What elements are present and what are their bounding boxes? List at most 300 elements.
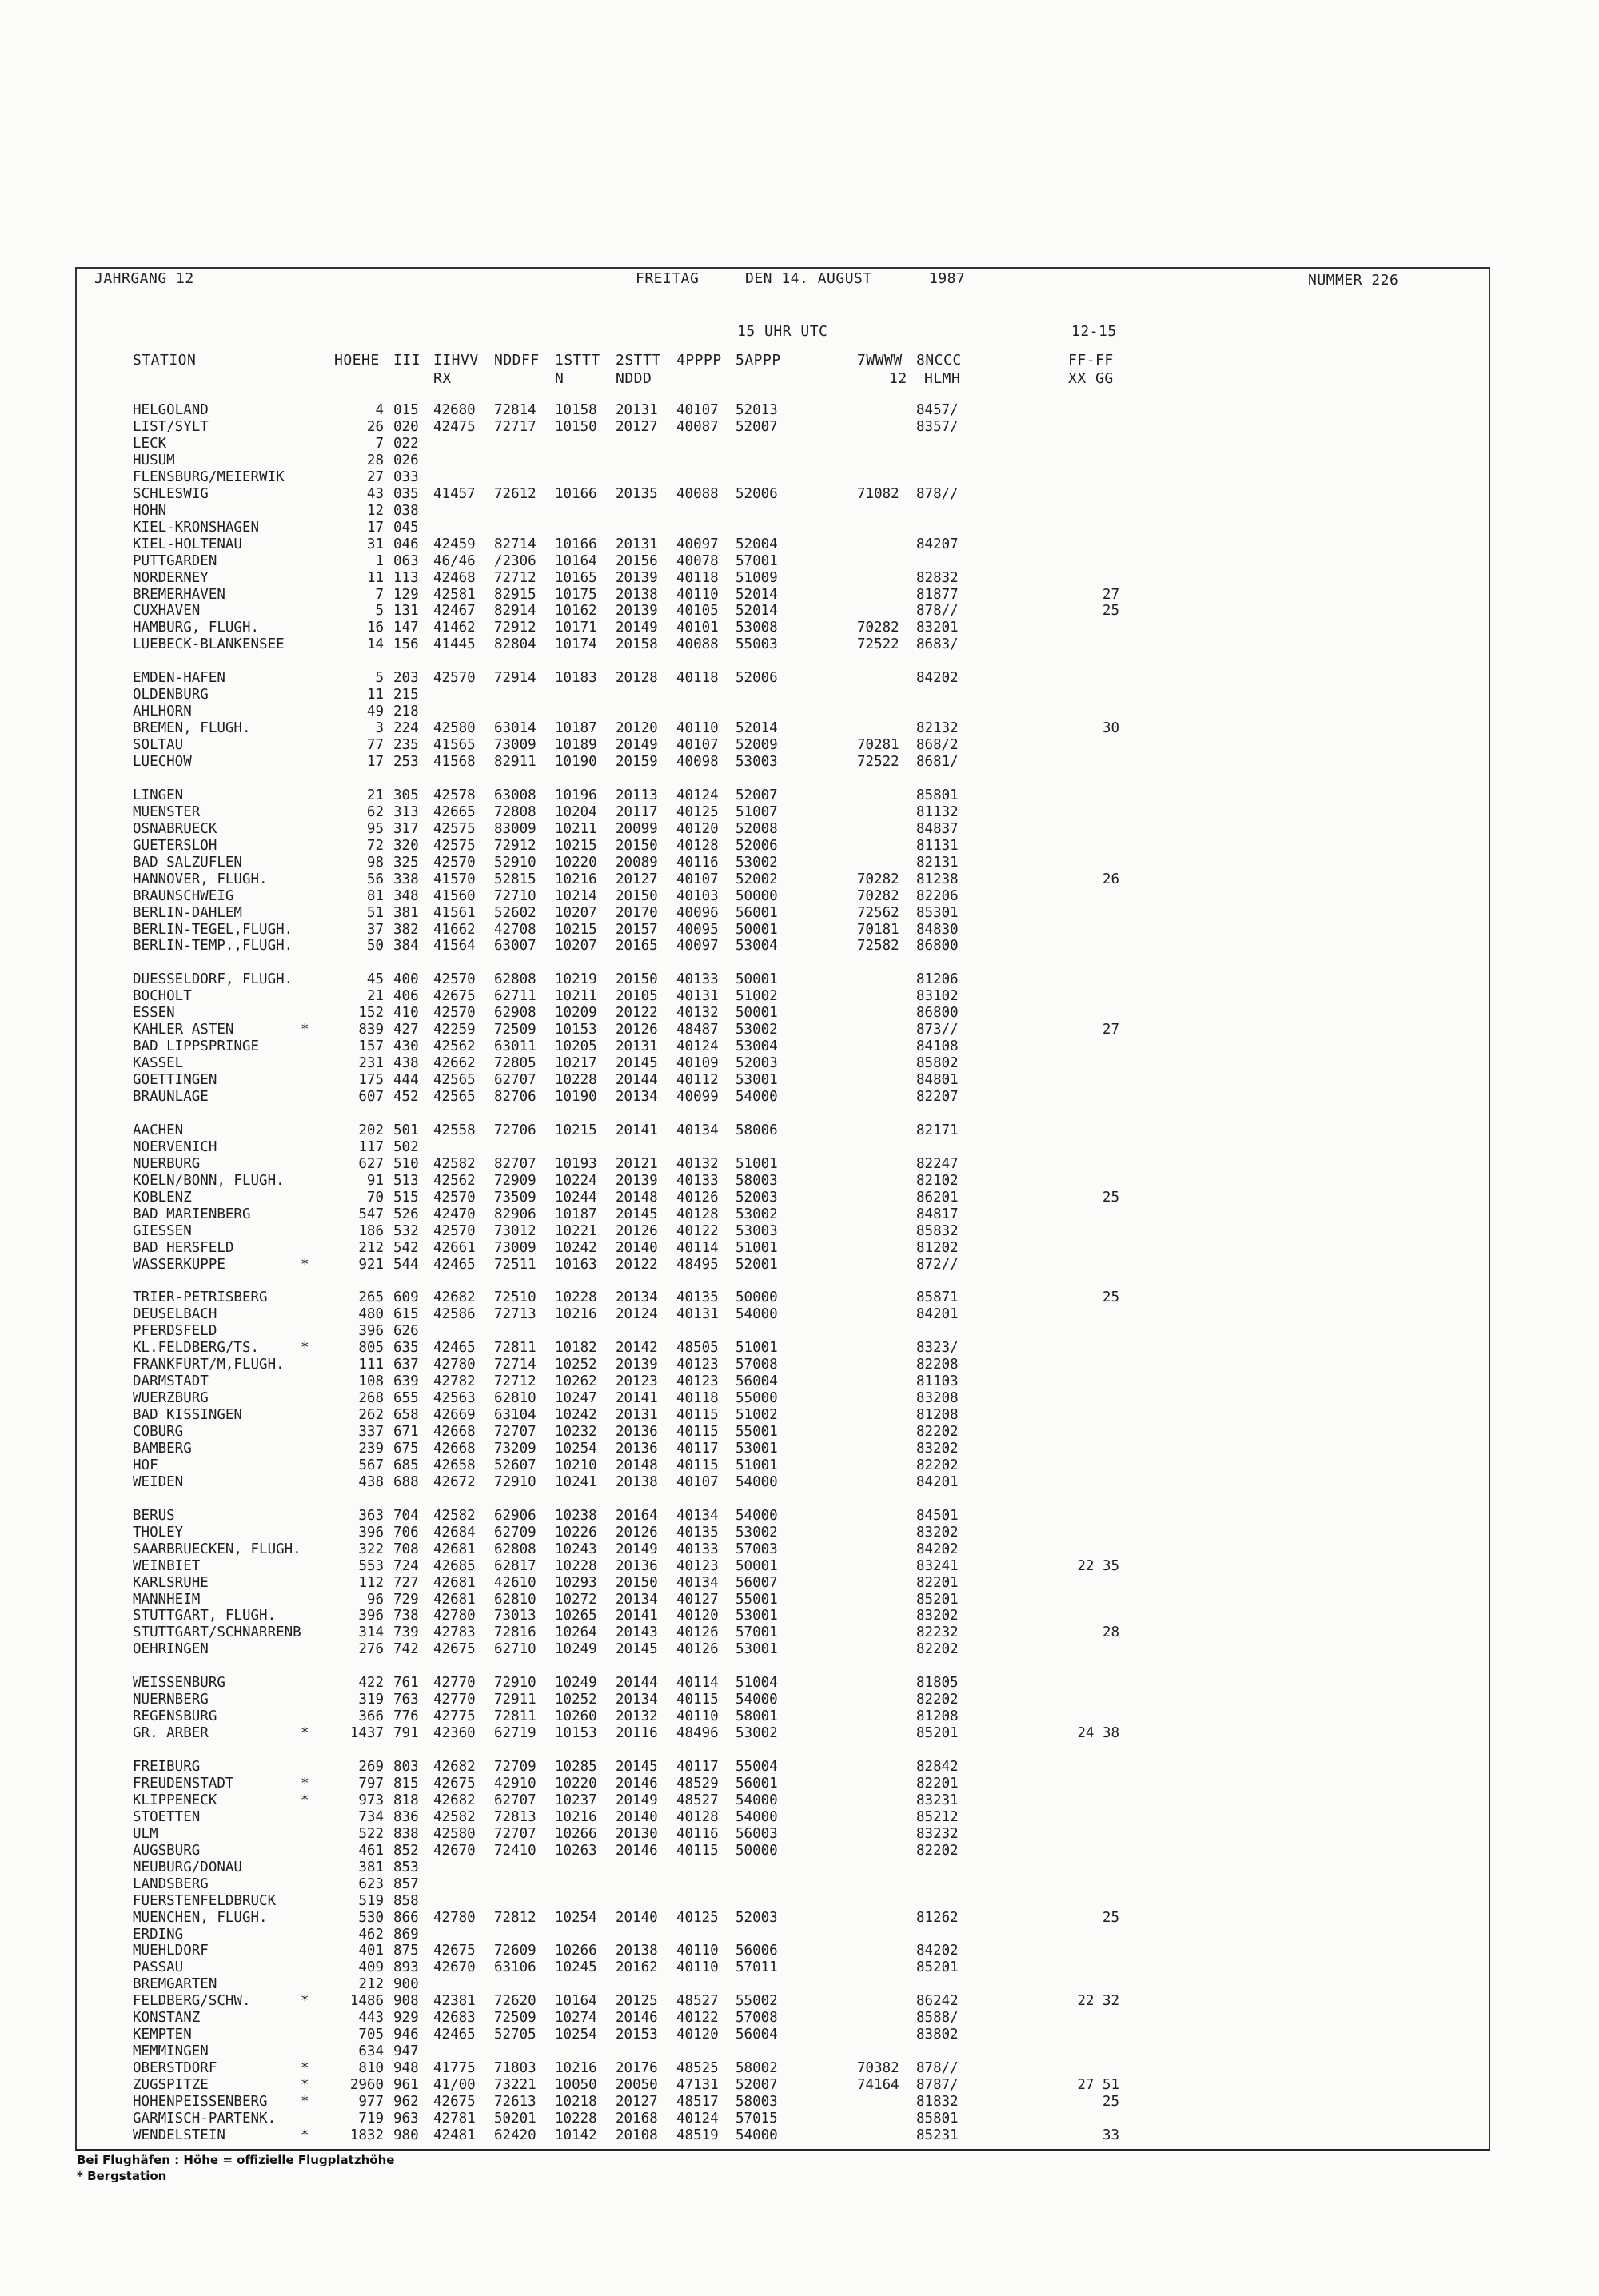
station-id: 542: [393, 1239, 419, 1256]
group-1sttt: 10165: [555, 569, 597, 586]
group-iihvv: 42575: [433, 837, 476, 854]
station-name: MANNHEIM: [133, 1591, 201, 1608]
group-2sttt: 20126: [616, 1524, 658, 1541]
station-name: KIEL-KRONSHAGEN: [133, 519, 260, 536]
group-8nccc: 84202: [916, 670, 959, 687]
group-nddff: 52602: [494, 904, 536, 921]
station-name: LUEBECK-BLANKENSEE: [133, 636, 285, 653]
group-nddff: 71803: [494, 2060, 536, 2076]
station-id: 063: [393, 552, 419, 569]
station-height: 43: [366, 485, 384, 502]
weekday: FREITAG: [636, 270, 700, 287]
station-height: 337: [358, 1424, 384, 1440]
group-nddff: 72812: [494, 1909, 536, 1926]
group-4pppp: 40124: [676, 787, 719, 803]
station-name: SAARBRUECKEN, FLUGH.: [133, 1541, 301, 1557]
group-8nccc: 83241: [916, 1557, 959, 1574]
date: DEN 14. AUGUST: [745, 270, 872, 287]
group-5appp: 52003: [736, 1909, 778, 1926]
group-1sttt: 10266: [555, 1943, 597, 1959]
group-2sttt: 20140: [616, 1239, 658, 1256]
group-5appp: 55001: [736, 1591, 778, 1608]
group-nddff: 62707: [494, 1072, 536, 1088]
group-5appp: 57001: [736, 1624, 778, 1641]
station-height: 91: [366, 1172, 384, 1189]
group-8nccc: 85212: [916, 1808, 959, 1825]
station-height: 921: [358, 1256, 384, 1273]
group-nddff: 63011: [494, 1038, 536, 1055]
group-iihvv: 42681: [433, 1574, 476, 1591]
station-name: OLDENBURG: [133, 687, 209, 704]
group-5appp: 58003: [736, 1172, 778, 1189]
station-height: 973: [358, 1792, 384, 1808]
group-nddff: 72914: [494, 670, 536, 687]
group-2sttt: 20148: [616, 1457, 658, 1473]
group-4pppp: 40098: [676, 754, 719, 770]
group-iihvv: 42681: [433, 1541, 476, 1557]
station-height: 70: [366, 1189, 384, 1206]
station-id: 724: [393, 1557, 419, 1574]
station-height: 401: [358, 1943, 384, 1959]
station-id: 857: [393, 1875, 419, 1892]
group-7wwww: 72522: [857, 636, 899, 653]
group-5appp: 52013: [736, 402, 778, 418]
station-height: 51: [366, 904, 384, 921]
group-nddff: 63007: [494, 938, 536, 955]
group-nddff: 72509: [494, 1022, 536, 1038]
station-name: BRAUNSCHWEIG: [133, 887, 234, 904]
group-2sttt: 20122: [616, 1005, 658, 1022]
group-nddff: 82911: [494, 754, 536, 770]
group-1sttt: 10190: [555, 754, 597, 770]
group-5appp: 52014: [736, 586, 778, 603]
group-nddff: 82707: [494, 1155, 536, 1172]
group-nddff: 72707: [494, 1424, 536, 1440]
station-name: ESSEN: [133, 1005, 175, 1022]
group-8nccc: 81206: [916, 971, 959, 988]
group-5appp: 53001: [736, 1072, 778, 1088]
station-id: 131: [393, 603, 419, 620]
col-hoehe: HOEHE: [334, 352, 380, 369]
station-height: 314: [358, 1624, 384, 1641]
group-iihvv: 42670: [433, 1959, 476, 1976]
group-8nccc: 8357/: [916, 419, 959, 435]
group-1sttt: 10262: [555, 1373, 597, 1390]
station-name: OEHRINGEN: [133, 1641, 209, 1658]
station-height: 49: [366, 704, 384, 720]
group-2sttt: 20136: [616, 1440, 658, 1457]
station-id: 033: [393, 468, 419, 485]
group-4pppp: 40133: [676, 971, 719, 988]
group-iihvv: 41462: [433, 620, 476, 636]
station-name: REGENSBURG: [133, 1708, 217, 1725]
group-8nccc: 82232: [916, 1624, 959, 1641]
group-nddff: 83009: [494, 820, 536, 837]
station-height: 1486: [349, 1993, 384, 2010]
group-iihvv: 42668: [433, 1424, 476, 1440]
group-2sttt: 20099: [616, 820, 658, 837]
station-height: 11: [366, 687, 384, 704]
group-iihvv: 42662: [433, 1055, 476, 1072]
station-name: KOBLENZ: [133, 1189, 192, 1206]
station-id: 908: [393, 1993, 419, 2010]
group-2sttt: 20149: [616, 737, 658, 753]
group-iihvv: 42475: [433, 419, 476, 435]
group-5appp: 51001: [736, 1155, 778, 1172]
group-7wwww: 72582: [857, 938, 899, 955]
group-8nccc: 85201: [916, 1591, 959, 1608]
group-4pppp: 40133: [676, 1172, 719, 1189]
group-nddff: 72706: [494, 1122, 536, 1138]
group-iihvv: 41445: [433, 636, 476, 653]
group-4pppp: 40097: [676, 938, 719, 955]
group-1sttt: 10162: [555, 603, 597, 620]
group-8nccc: 84202: [916, 1943, 959, 1959]
group-4pppp: 40120: [676, 2027, 719, 2043]
station-id: 818: [393, 1792, 419, 1808]
group-iihvv: 42581: [433, 586, 476, 603]
station-name: STUTTGART, FLUGH.: [133, 1608, 277, 1624]
station-name: BAD HERSFELD: [133, 1239, 234, 1256]
group-iihvv: 42675: [433, 1775, 476, 1792]
group-1sttt: 10214: [555, 887, 597, 904]
group-5appp: 50001: [736, 921, 778, 938]
group-iihvv: 42578: [433, 787, 476, 803]
group-8nccc: 81832: [916, 2093, 959, 2110]
group-iihvv: 42580: [433, 1825, 476, 1842]
group-iihvv: 42565: [433, 1089, 476, 1105]
group-1sttt: 10216: [555, 1306, 597, 1323]
group-4pppp: 40128: [676, 1808, 719, 1825]
group-4pppp: 40116: [676, 854, 719, 871]
group-5appp: 50001: [736, 1557, 778, 1574]
station-name: BREMEN, FLUGH.: [133, 720, 251, 737]
station-id: 045: [393, 519, 419, 536]
group-4pppp: 40131: [676, 1306, 719, 1323]
group-5appp: 58003: [736, 2093, 778, 2110]
group-nddff: 72709: [494, 1759, 536, 1775]
station-height: 117: [358, 1138, 384, 1155]
group-4pppp: 40114: [676, 1239, 719, 1256]
group-4pppp: 40115: [676, 1407, 719, 1423]
group-iihvv: 41564: [433, 938, 476, 955]
group-nddff: 73009: [494, 737, 536, 753]
station-id: 893: [393, 1959, 419, 1976]
group-nddff: 62906: [494, 1507, 536, 1524]
station-name: EMDEN-HAFEN: [133, 670, 225, 687]
col-5appp: 5APPP: [736, 352, 781, 369]
group-4pppp: 40088: [676, 485, 719, 502]
group-8nccc: 83232: [916, 1825, 959, 1842]
group-5appp: 54000: [736, 1692, 778, 1708]
group-nddff: 82915: [494, 586, 536, 603]
group-1sttt: 10190: [555, 1089, 597, 1105]
group-iihvv: 41/00: [433, 2077, 476, 2093]
station-name: MUEHLDORF: [133, 1943, 209, 1959]
group-5appp: 51001: [736, 1239, 778, 1256]
group-8nccc: 84207: [916, 536, 959, 552]
gust-ff: 28: [1102, 1624, 1119, 1641]
group-2sttt: 20144: [616, 1072, 658, 1088]
station-id: 708: [393, 1541, 419, 1557]
group-1sttt: 10254: [555, 1909, 597, 1926]
group-2sttt: 20165: [616, 938, 658, 955]
group-5appp: 56001: [736, 1775, 778, 1792]
station-id: 532: [393, 1222, 419, 1239]
station-id: 763: [393, 1692, 419, 1708]
group-8nccc: 82202: [916, 1457, 959, 1473]
group-nddff: 52705: [494, 2027, 536, 2043]
group-5appp: 56004: [736, 2027, 778, 2043]
group-nddff: 73209: [494, 1440, 536, 1457]
group-2sttt: 20138: [616, 1473, 658, 1490]
group-2sttt: 20140: [616, 1909, 658, 1926]
group-5appp: 57015: [736, 2110, 778, 2127]
group-8nccc: 81208: [916, 1708, 959, 1725]
station-name: BAMBERG: [133, 1440, 192, 1457]
group-nddff: 72808: [494, 803, 536, 820]
station-height: 212: [358, 1976, 384, 1993]
group-8nccc: 85802: [916, 1055, 959, 1072]
station-id: 626: [393, 1323, 419, 1340]
station-name: FLENSBURG/MEIERWIK: [133, 468, 285, 485]
group-4pppp: 40110: [676, 1959, 719, 1976]
group-5appp: 57003: [736, 1541, 778, 1557]
station-id: 384: [393, 938, 419, 955]
station-height: 98: [366, 854, 384, 871]
group-nddff: 72911: [494, 1692, 536, 1708]
group-4pppp: 40109: [676, 1055, 719, 1072]
group-8nccc: 82131: [916, 854, 959, 871]
group-4pppp: 40124: [676, 2110, 719, 2127]
group-2sttt: 20136: [616, 1424, 658, 1440]
station-height: 231: [358, 1055, 384, 1072]
group-1sttt: 10272: [555, 1591, 597, 1608]
group-iihvv: 42570: [433, 971, 476, 988]
station-id: 452: [393, 1089, 419, 1105]
group-4pppp: 40132: [676, 1155, 719, 1172]
group-4pppp: 40125: [676, 803, 719, 820]
group-4pppp: 48505: [676, 1340, 719, 1357]
group-4pppp: 40107: [676, 737, 719, 753]
group-nddff: 62709: [494, 1524, 536, 1541]
station-height: 530: [358, 1909, 384, 1926]
station-id: 544: [393, 1256, 419, 1273]
station-id: 015: [393, 402, 419, 418]
group-8nccc: 81238: [916, 871, 959, 887]
group-2sttt: 20168: [616, 2110, 658, 2127]
group-8nccc: 83201: [916, 620, 959, 636]
group-1sttt: 10265: [555, 1608, 597, 1624]
station-height: 14: [366, 636, 384, 653]
group-iihvv: 42665: [433, 803, 476, 820]
group-iihvv: 42685: [433, 1557, 476, 1574]
station-id: 020: [393, 419, 419, 435]
station-id: 113: [393, 569, 419, 586]
group-2sttt: 20089: [616, 854, 658, 871]
period: 12-15: [1071, 323, 1117, 340]
group-5appp: 55002: [736, 1993, 778, 2010]
station-height: 5: [375, 670, 384, 687]
group-iihvv: 42668: [433, 1440, 476, 1457]
station-height: 62: [366, 803, 384, 820]
group-5appp: 52014: [736, 720, 778, 737]
group-nddff: 72814: [494, 402, 536, 418]
station-height: 1437: [349, 1725, 384, 1742]
group-1sttt: 10226: [555, 1524, 597, 1541]
group-8nccc: 8588/: [916, 2010, 959, 2027]
group-4pppp: 40128: [676, 837, 719, 854]
group-1sttt: 10241: [555, 1473, 597, 1490]
group-5appp: 52007: [736, 787, 778, 803]
station-name: AACHEN: [133, 1122, 184, 1138]
group-2sttt: 20126: [616, 1022, 658, 1038]
group-nddff: 52815: [494, 871, 536, 887]
station-height: 17: [366, 519, 384, 536]
group-nddff: 62719: [494, 1725, 536, 1742]
jahrgang: JAHRGANG 12: [94, 270, 194, 287]
station-name: STOETTEN: [133, 1808, 201, 1825]
station-height: 26: [366, 419, 384, 435]
group-5appp: 52002: [736, 871, 778, 887]
group-4pppp: 40134: [676, 1507, 719, 1524]
group-7wwww: 71082: [857, 485, 899, 502]
group-iihvv: 42780: [433, 1608, 476, 1624]
group-2sttt: 20156: [616, 552, 658, 569]
station-name: KOELN/BONN, FLUGH.: [133, 1172, 285, 1189]
group-5appp: 51009: [736, 569, 778, 586]
station-id: 348: [393, 887, 419, 904]
group-1sttt: 10260: [555, 1708, 597, 1725]
group-8nccc: 85201: [916, 1959, 959, 1976]
group-7wwww: 70282: [857, 871, 899, 887]
group-2sttt: 20131: [616, 536, 658, 552]
group-2sttt: 20145: [616, 1055, 658, 1072]
group-iihvv: 42580: [433, 720, 476, 737]
group-4pppp: 40128: [676, 1206, 719, 1222]
station-id: 688: [393, 1473, 419, 1490]
col-8nccc: 8NCCC: [916, 352, 962, 369]
group-2sttt: 20135: [616, 485, 658, 502]
station-height: 239: [358, 1440, 384, 1457]
station-id: 317: [393, 820, 419, 837]
station-height: 37: [366, 921, 384, 938]
station-id: 671: [393, 1424, 419, 1440]
group-4pppp: 40116: [676, 1825, 719, 1842]
group-nddff: 72410: [494, 1842, 536, 1859]
group-5appp: 51001: [736, 1457, 778, 1473]
station-id: 382: [393, 921, 419, 938]
group-1sttt: 10183: [555, 670, 597, 687]
group-8nccc: 8457/: [916, 402, 959, 418]
group-iihvv: 41568: [433, 754, 476, 770]
station-name: KEMPTEN: [133, 2027, 192, 2043]
station-name: KASSEL: [133, 1055, 184, 1072]
group-8nccc: 878//: [916, 2060, 959, 2076]
station-height: 839: [358, 1022, 384, 1038]
group-4pppp: 40123: [676, 1373, 719, 1390]
station-height: 805: [358, 1340, 384, 1357]
station-name: BERLIN-TEMP.,FLUGH.: [133, 938, 293, 955]
group-4pppp: 40132: [676, 1005, 719, 1022]
group-8nccc: 85871: [916, 1290, 959, 1306]
group-nddff: 72509: [494, 2010, 536, 2027]
group-5appp: 54000: [736, 1808, 778, 1825]
gust-ff: 30: [1102, 720, 1119, 737]
station-name: HANNOVER, FLUGH.: [133, 871, 268, 887]
col-iihvv: IIHVV: [433, 352, 479, 369]
station-height: 462: [358, 1926, 384, 1943]
group-4pppp: 40088: [676, 636, 719, 653]
group-5appp: 57001: [736, 552, 778, 569]
group-1sttt: 10245: [555, 1959, 597, 1976]
station-name: PFERDSFELD: [133, 1323, 217, 1340]
group-1sttt: 10220: [555, 1775, 597, 1792]
group-iihvv: 42582: [433, 1507, 476, 1524]
station-height: 157: [358, 1038, 384, 1055]
station-height: 28: [366, 452, 384, 468]
station-id: 430: [393, 1038, 419, 1055]
group-4pppp: 48487: [676, 1022, 719, 1038]
group-2sttt: 20127: [616, 871, 658, 887]
group-iihvv: 42670: [433, 1842, 476, 1859]
group-iihvv: 42682: [433, 1759, 476, 1775]
group-iihvv: 41565: [433, 737, 476, 753]
group-iihvv: 42575: [433, 820, 476, 837]
group-iihvv: 42570: [433, 1189, 476, 1206]
group-1sttt: 10171: [555, 620, 597, 636]
col-iii: III: [393, 352, 421, 369]
group-4pppp: 40103: [676, 887, 719, 904]
station-id: 655: [393, 1390, 419, 1407]
station-height: 607: [358, 1089, 384, 1105]
group-iihvv: 42565: [433, 1072, 476, 1088]
group-2sttt: 20138: [616, 586, 658, 603]
station-height: 623: [358, 1875, 384, 1892]
group-8nccc: 878//: [916, 485, 959, 502]
group-iihvv: 42381: [433, 1993, 476, 2010]
group-iihvv: 42582: [433, 1155, 476, 1172]
group-nddff: 73509: [494, 1189, 536, 1206]
group-5appp: 52003: [736, 1055, 778, 1072]
group-1sttt: 10207: [555, 904, 597, 921]
group-8nccc: 81877: [916, 586, 959, 603]
station-height: 719: [358, 2110, 384, 2127]
station-name: MUENCHEN, FLUGH.: [133, 1909, 268, 1926]
group-iihvv: 42570: [433, 1222, 476, 1239]
group-iihvv: 42459: [433, 536, 476, 552]
station-name: FREUDENSTADT: [133, 1775, 234, 1792]
group-5appp: 54000: [736, 1507, 778, 1524]
group-4pppp: 40126: [676, 1641, 719, 1658]
mountain-marker: *: [301, 2077, 309, 2093]
station-id: 947: [393, 2043, 419, 2060]
station-id: 129: [393, 586, 419, 603]
station-name: LUECHOW: [133, 754, 192, 770]
group-4pppp: 40107: [676, 1473, 719, 1490]
group-4pppp: 40105: [676, 603, 719, 620]
station-id: 980: [393, 2127, 419, 2143]
group-iihvv: 42682: [433, 1792, 476, 1808]
station-height: 553: [358, 1557, 384, 1574]
station-name: MUENSTER: [133, 803, 201, 820]
station-id: 313: [393, 803, 419, 820]
station-name: TRIER-PETRISBERG: [133, 1290, 268, 1306]
group-2sttt: 20125: [616, 1993, 658, 2010]
col-1sttt: 1STTT: [555, 352, 600, 369]
station-height: 50: [366, 938, 384, 955]
group-4pppp: 48517: [676, 2093, 719, 2110]
